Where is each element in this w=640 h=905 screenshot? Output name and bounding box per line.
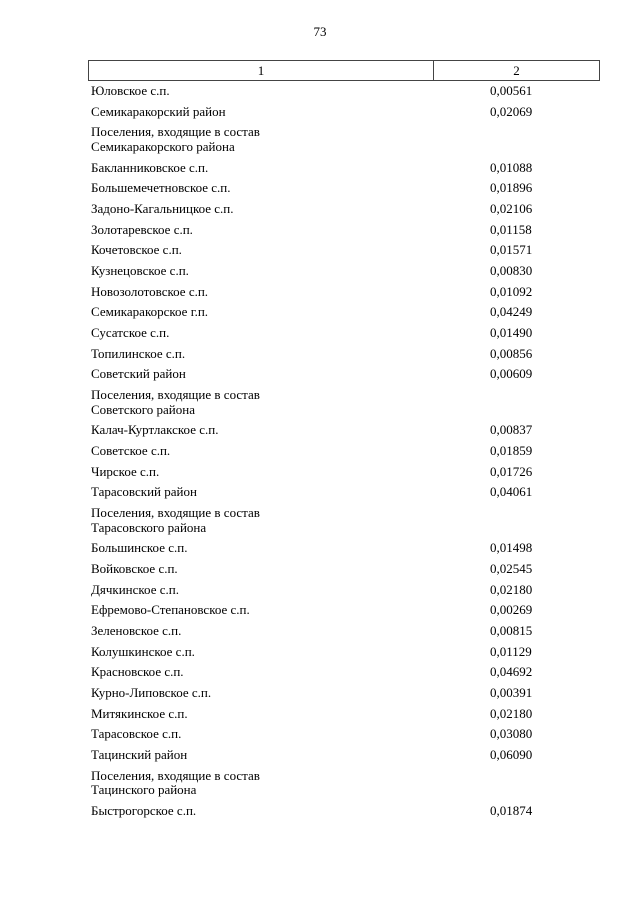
- table-row: [88, 105, 600, 120]
- row-name: Поселения, входящие в состав Советского района: [91, 387, 260, 417]
- row-name: Сусатское с.п.: [91, 325, 170, 341]
- row-name: Калач-Куртлакское с.п.: [91, 422, 219, 438]
- row-value: 0,04061: [490, 484, 533, 500]
- table-header-row: [88, 60, 600, 81]
- column-header-1: 1: [89, 61, 434, 80]
- row-value: 0,04249: [490, 304, 533, 320]
- table-row: [88, 727, 600, 742]
- table-row: [88, 665, 600, 680]
- row-value: 0,01859: [490, 443, 533, 458]
- table-row: [88, 562, 600, 577]
- row-name: Красновское с.п.: [91, 664, 184, 680]
- row-value: 0,02180: [490, 705, 533, 721]
- table-row: [88, 347, 600, 362]
- row-value: 0,01092: [490, 283, 533, 299]
- row-name: Семикаракорское г.п.: [91, 304, 209, 320]
- row-value: 0,01896: [490, 180, 533, 196]
- table-row: [88, 748, 600, 763]
- row-name: Золотаревское с.п.: [91, 221, 193, 237]
- table-row: [88, 285, 600, 300]
- table-row: [88, 223, 600, 238]
- row-value: 0,02106: [490, 200, 533, 216]
- table-row: [88, 388, 600, 417]
- row-name: Большемечетновское с.п.: [91, 180, 231, 196]
- row-value: 0,01498: [490, 540, 533, 556]
- table-row: [88, 423, 600, 438]
- row-value: 0,00856: [490, 345, 533, 361]
- row-name: Тарасовское с.п.: [91, 726, 182, 742]
- row-value: 0,02069: [490, 103, 533, 119]
- row-value: 0,00830: [490, 263, 533, 278]
- table-row: [88, 202, 600, 217]
- row-value: 0,00815: [490, 623, 533, 638]
- table-row: [88, 181, 600, 196]
- row-name: Советский район: [91, 366, 186, 382]
- row-name: Поселения, входящие в состав Семикаракорского района: [91, 124, 260, 154]
- table-row: [88, 769, 600, 798]
- table-row: [88, 125, 600, 154]
- row-value: 0,06090: [490, 747, 533, 763]
- row-name: Поселения, входящие в состав Тарасовского района: [91, 505, 260, 535]
- table-row: [88, 326, 600, 341]
- row-name: Задоно-Кагальницкое с.п.: [91, 200, 234, 216]
- row-value: 0,03080: [490, 726, 533, 742]
- row-name: Тацинский район: [91, 747, 188, 763]
- row-value: 0,00391: [490, 685, 533, 701]
- table-row: [88, 305, 600, 320]
- row-name: Новозолотовское с.п.: [91, 283, 209, 299]
- row-value: 0,02545: [490, 560, 533, 576]
- row-name: Бакланниковское с.п.: [91, 159, 209, 175]
- row-value: [490, 506, 600, 535]
- table-row: [88, 161, 600, 176]
- row-value: [490, 125, 600, 154]
- row-name: Митякинское с.п.: [91, 705, 188, 721]
- row-value: 0,00561: [490, 83, 533, 98]
- row-name: Советское с.п.: [91, 443, 171, 458]
- row-name: Курно-Липовское с.п.: [91, 685, 212, 701]
- row-name: Юловское с.п.: [91, 83, 170, 98]
- row-name: Чирское с.п.: [91, 463, 160, 479]
- row-name: Ефремово-Степановское с.п.: [91, 602, 250, 618]
- table-row: [88, 624, 600, 639]
- row-value: 0,01129: [490, 643, 532, 659]
- table-body: [88, 84, 600, 819]
- row-name: Тарасовский район: [91, 484, 197, 500]
- table-row: [88, 367, 600, 382]
- table-row: [88, 804, 600, 819]
- row-value: 0,01088: [490, 159, 533, 175]
- row-value: 0,02180: [490, 581, 533, 597]
- table-row: [88, 485, 600, 500]
- table-row: [88, 645, 600, 660]
- row-value: 0,01490: [490, 325, 533, 341]
- table-row: [88, 583, 600, 598]
- row-value: 0,01158: [490, 221, 532, 237]
- row-value: 0,00609: [490, 366, 533, 382]
- row-value: 0,00269: [490, 602, 533, 618]
- table-row: [88, 603, 600, 618]
- table-row: [88, 707, 600, 722]
- row-value: 0,01874: [490, 803, 533, 818]
- row-name: Быстрогорское с.п.: [91, 803, 197, 818]
- row-name: Поселения, входящие в состав Тацинского района: [91, 767, 260, 798]
- table-row: [88, 264, 600, 279]
- row-name: Кочетовское с.п.: [91, 242, 182, 258]
- column-header-2: 2: [513, 63, 520, 78]
- row-name: Кузнецовское с.п.: [91, 263, 189, 278]
- table-row: [88, 541, 600, 556]
- row-name: Колушкинское с.п.: [91, 643, 195, 659]
- row-name: Дячкинское с.п.: [91, 581, 179, 597]
- row-value: 0,01726: [490, 463, 533, 479]
- table-row: [88, 506, 600, 535]
- row-value: [490, 769, 600, 798]
- table-row: [88, 686, 600, 701]
- page-number: 73: [313, 24, 327, 39]
- row-value: 0,00837: [490, 422, 533, 438]
- table-row: [88, 444, 600, 459]
- table-row: [88, 243, 600, 258]
- row-name: Большинское с.п.: [91, 540, 188, 556]
- row-name: Семикаракорский район: [91, 103, 226, 119]
- row-name: Зеленовское с.п.: [91, 623, 182, 638]
- row-name: Топилинское с.п.: [91, 345, 186, 361]
- row-value: 0,01571: [490, 242, 533, 258]
- row-name: Войковское с.п.: [91, 560, 178, 576]
- data-table: [88, 60, 600, 825]
- row-value: 0,04692: [490, 664, 533, 680]
- table-row: [88, 84, 600, 99]
- table-row: [88, 465, 600, 480]
- row-value: [490, 388, 600, 417]
